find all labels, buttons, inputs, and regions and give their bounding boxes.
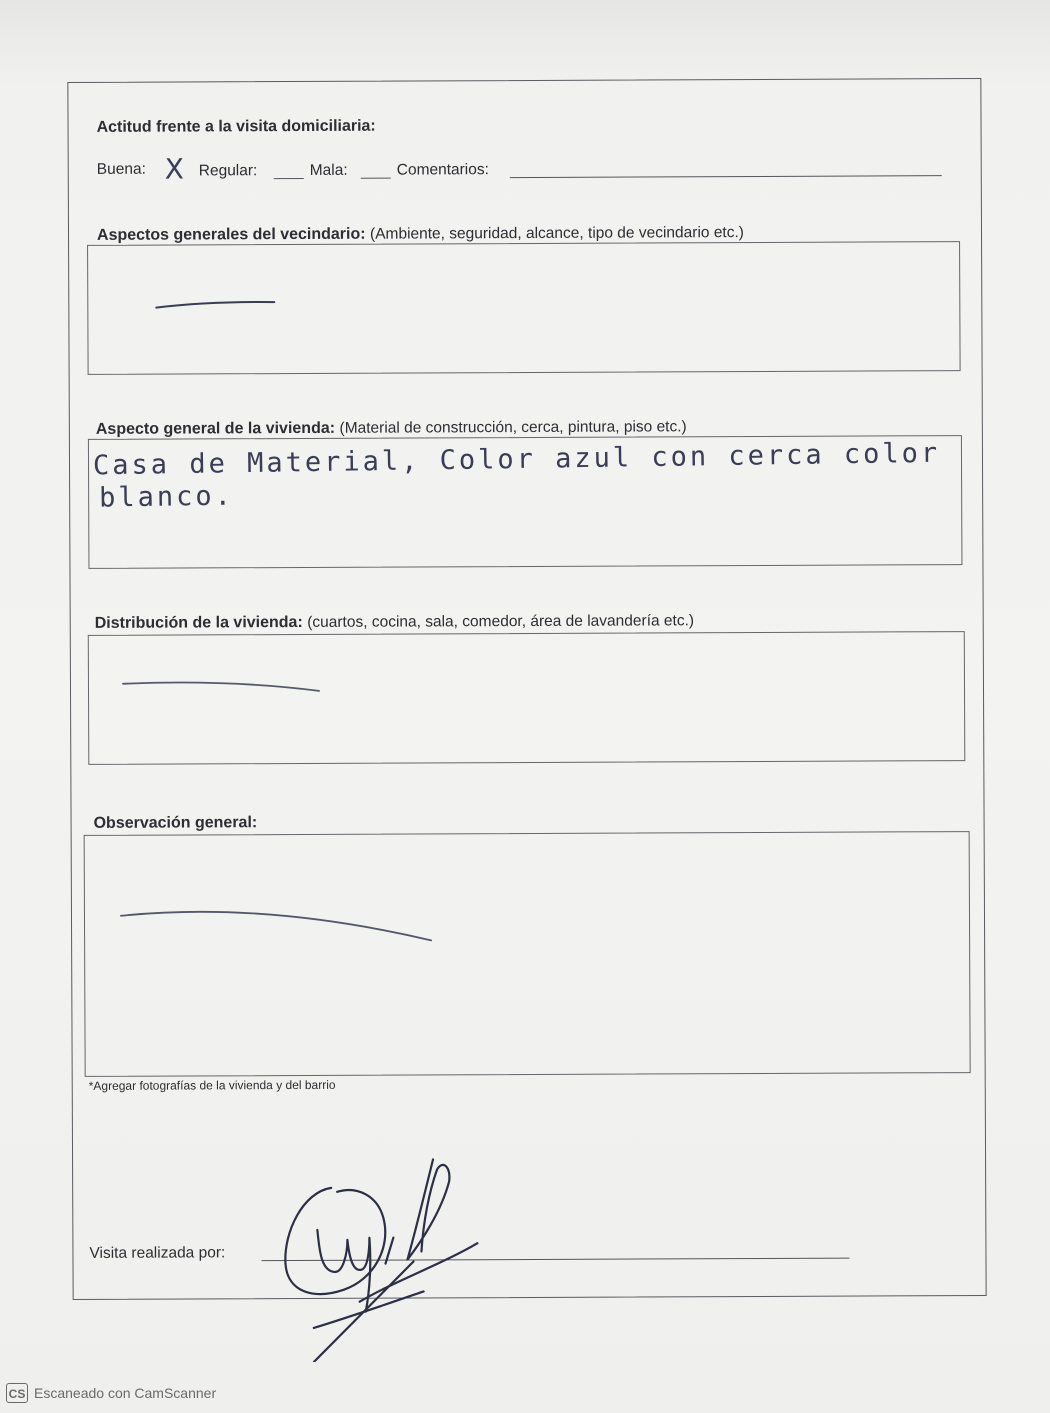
distribution-dash — [89, 632, 964, 764]
distribution-hint: (cuartos, cocina, sala, comedor, área de lavandería etc.) — [307, 612, 695, 631]
comentarios-label: Comentarios: — [396, 161, 489, 179]
camscanner-logo: CS — [6, 1383, 28, 1403]
mala-blank[interactable] — [361, 178, 391, 179]
observation-box[interactable] — [84, 831, 971, 1077]
observation-dash — [85, 832, 970, 1076]
housing-hint: (Material de construcción, cerca, pintura, piso etc.) — [339, 418, 687, 437]
scanner-text: Escaneado con CamScanner — [34, 1385, 217, 1401]
neighborhood-box[interactable] — [87, 241, 961, 375]
neighborhood-heading: Aspectos generales del vecindario: — [96, 225, 366, 244]
housing-handwriting-line2: blanco. — [98, 480, 235, 514]
mala-label: Mala: — [309, 161, 348, 179]
photo-note: *Agregar fotografías de la vivienda y del barrio — [88, 1077, 336, 1093]
attitude-heading: Actitud frente a la visita domiciliaria: — [96, 117, 376, 136]
distribution-heading: Distribución de la vivienda: — [94, 613, 303, 632]
housing-handwriting-line1: Casa de Material, Color azul con cerca color — [92, 437, 941, 482]
housing-heading: Aspecto general de la vivienda: — [95, 419, 336, 438]
form-sheet — [67, 78, 986, 1300]
observation-heading: Observación general: — [93, 814, 258, 832]
housing-box[interactable] — [88, 435, 963, 569]
scanner-footer — [6, 1383, 216, 1403]
comentarios-line[interactable] — [510, 175, 942, 178]
signature-image — [273, 1151, 514, 1362]
buena-label: Buena: — [96, 160, 146, 178]
distribution-title — [95, 612, 694, 633]
buena-checkmark: X — [164, 152, 184, 186]
neighborhood-dash — [88, 242, 959, 374]
regular-label: Regular: — [198, 162, 258, 180]
visit-label: Visita realizada por: — [89, 1244, 226, 1262]
regular-blank[interactable] — [274, 178, 304, 179]
distribution-box[interactable] — [88, 631, 966, 765]
neighborhood-hint: (Ambiente, seguridad, alcance, tipo de vecindario etc.) — [369, 224, 744, 243]
